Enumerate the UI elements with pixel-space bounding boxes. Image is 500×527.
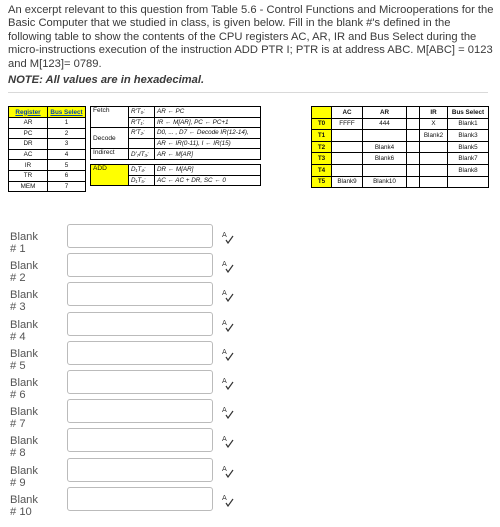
blank-label: Blank # 10	[10, 493, 38, 518]
blank-9-input[interactable]	[67, 458, 213, 482]
timing-cell: D₁T₅:	[129, 175, 155, 186]
timing-cell: R'T₁:	[129, 117, 155, 128]
table-row	[9, 118, 86, 129]
blank-7-input[interactable]	[67, 399, 213, 423]
ar-cell: Blank6	[363, 153, 407, 165]
empty-cell	[407, 118, 420, 130]
state-header-corner	[312, 107, 332, 119]
indirect-label: Indirect	[91, 149, 129, 160]
ac-cell: Blank9	[332, 176, 363, 188]
register-cell: TR	[9, 170, 48, 181]
spellcheck-icon[interactable]	[222, 376, 234, 390]
table-row	[9, 181, 86, 192]
blank-label: Blank # 4	[10, 318, 38, 343]
spellcheck-icon[interactable]	[222, 464, 234, 478]
microop-cell: D0, ... , D7 ← Decode IR(12-14),	[155, 128, 261, 139]
bus-cell: Blank3	[448, 130, 489, 142]
spellcheck-icon[interactable]	[222, 434, 234, 448]
table-row	[312, 176, 489, 188]
svg-text:A: A	[222, 493, 227, 502]
empty-cell	[407, 164, 420, 176]
ar-cell: Blank10	[363, 176, 407, 188]
spellcheck-icon[interactable]	[222, 493, 234, 507]
blank-2-input[interactable]	[67, 253, 213, 277]
blank-label: Blank # 8	[10, 435, 38, 460]
microop-cell: DR ← M[AR]	[155, 164, 261, 175]
table-row	[312, 130, 489, 142]
blank-4-input[interactable]	[67, 312, 213, 336]
table-row	[9, 170, 86, 181]
empty-cell	[407, 130, 420, 142]
register-cell: PC	[9, 128, 48, 139]
timing-cell: R'T₂:	[129, 128, 155, 139]
bus-cell: 6	[48, 170, 86, 181]
table-row	[9, 139, 86, 150]
ac-cell	[332, 130, 363, 142]
timing-step: T0	[312, 118, 332, 130]
table-row	[9, 160, 86, 171]
timing-step: T2	[312, 141, 332, 153]
table-row	[9, 149, 86, 160]
svg-text:A: A	[222, 260, 227, 269]
ar-cell	[363, 164, 407, 176]
svg-text:A: A	[222, 435, 227, 444]
blank-label: Blank # 1	[10, 231, 38, 255]
table-row	[312, 153, 489, 165]
spellcheck-icon[interactable]	[222, 230, 234, 244]
ar-cell: Blank4	[363, 141, 407, 153]
register-cell: AC	[9, 149, 48, 160]
spellcheck-icon[interactable]	[222, 318, 234, 332]
timing-cell: R'T₀:	[129, 107, 155, 118]
question-note: NOTE: All values are in hexadecimal.	[8, 74, 488, 93]
timing-cell: D₁T₄:	[129, 164, 155, 175]
bus-cell: Blank7	[448, 153, 489, 165]
question-intro: An excerpt relevant to this question from Table 5.6 - Control Functions and Microoperations for the Basic Computer that we studied in class, is given below. Fill in the blank #'s defined in the following table to show the contents of the CPU registers AC, AR, IR and Bus Select during the micro-instructions execution of the instruction ADD PTR I; PTR is at address ABC. M[ABC] = 0123 and M[123]= 0789.	[8, 4, 494, 70]
spellcheck-icon[interactable]	[222, 259, 234, 273]
timing-step: T4	[312, 164, 332, 176]
register-cell: IR	[9, 160, 48, 171]
blank-10-input[interactable]	[67, 487, 213, 511]
blank-label: Blank # 6	[10, 376, 38, 401]
empty-header	[407, 107, 420, 119]
bus-cell: 3	[48, 139, 86, 150]
table-row	[312, 141, 489, 153]
ir-cell: X	[420, 118, 448, 130]
decode-label: Decode	[91, 128, 129, 149]
table-row	[9, 128, 86, 139]
ac-cell	[332, 153, 363, 165]
timing-step: T3	[312, 153, 332, 165]
ac-cell: FFFF	[332, 118, 363, 130]
ac-cell	[332, 164, 363, 176]
svg-text:A: A	[222, 318, 227, 327]
bus-cell: 1	[48, 118, 86, 129]
svg-text:A: A	[222, 347, 227, 356]
register-state-table	[311, 106, 489, 188]
svg-text:A: A	[222, 231, 227, 239]
ac-cell	[332, 141, 363, 153]
timing-step: T5	[312, 176, 332, 188]
microop-cell: AR ← PC	[155, 107, 261, 118]
bus-cell	[448, 176, 489, 188]
bus-select-header: Bus Select	[48, 107, 86, 118]
microop-cell: AR ← M[AR]	[155, 149, 261, 160]
empty-cell	[407, 176, 420, 188]
spellcheck-icon[interactable]	[222, 405, 234, 419]
empty-cell	[407, 141, 420, 153]
blank-5-input[interactable]	[67, 341, 213, 365]
ir-cell	[420, 153, 448, 165]
add-label: ADD	[91, 164, 129, 185]
bus-cell: Blank1	[448, 118, 489, 130]
blank-6-input[interactable]	[67, 370, 213, 394]
ar-cell: 444	[363, 118, 407, 130]
table-row	[312, 118, 489, 130]
svg-text:A: A	[222, 376, 227, 385]
svg-text:A: A	[222, 289, 227, 298]
blank-label: Blank # 9	[10, 464, 38, 489]
microop-cell: AR ← IR(0-11), I ← IR(15)	[155, 138, 261, 149]
microop-cell: IR ← M[AR], PC ← PC+1	[155, 117, 261, 128]
ir-cell: Blank2	[420, 130, 448, 142]
timing-step: T1	[312, 130, 332, 142]
spellcheck-icon[interactable]	[222, 347, 234, 361]
register-cell: DR	[9, 139, 48, 150]
blank-8-input[interactable]	[67, 428, 213, 452]
blank-label: Blank # 7	[10, 406, 38, 431]
bus-cell: 5	[48, 160, 86, 171]
ar-header: AR	[363, 107, 407, 119]
ir-cell	[420, 176, 448, 188]
ar-cell	[363, 130, 407, 142]
ac-header: AC	[332, 107, 363, 119]
blank-label: Blank # 3	[10, 289, 38, 314]
microop-cell: AC ← AC + DR, SC ← 0	[155, 175, 261, 186]
svg-text:A: A	[222, 464, 227, 473]
ir-header: IR	[420, 107, 448, 119]
ir-cell	[420, 164, 448, 176]
timing-cell	[129, 138, 155, 149]
blank-label: Blank # 5	[10, 347, 38, 372]
register-cell: AR	[9, 118, 48, 129]
microoperation-table	[90, 106, 261, 186]
register-cell: MEM	[9, 181, 48, 192]
svg-text:A: A	[222, 406, 227, 415]
ir-cell	[420, 141, 448, 153]
table-row	[312, 164, 489, 176]
bus-cell: 2	[48, 128, 86, 139]
blank-1-input[interactable]	[67, 224, 213, 248]
fetch-label: Fetch	[91, 107, 129, 128]
bus-cell: 7	[48, 181, 86, 192]
bus-cell: 4	[48, 149, 86, 160]
timing-cell: D'₇IT₃:	[129, 149, 155, 160]
bus-cell: Blank8	[448, 164, 489, 176]
bus-select-header: Bus Select	[448, 107, 489, 119]
register-header: Register	[9, 107, 48, 118]
blank-label: Blank # 2	[10, 260, 38, 285]
blank-3-input[interactable]	[67, 282, 213, 306]
empty-cell	[407, 153, 420, 165]
spellcheck-icon[interactable]	[222, 288, 234, 302]
register-table	[8, 106, 86, 192]
bus-cell: Blank5	[448, 141, 489, 153]
